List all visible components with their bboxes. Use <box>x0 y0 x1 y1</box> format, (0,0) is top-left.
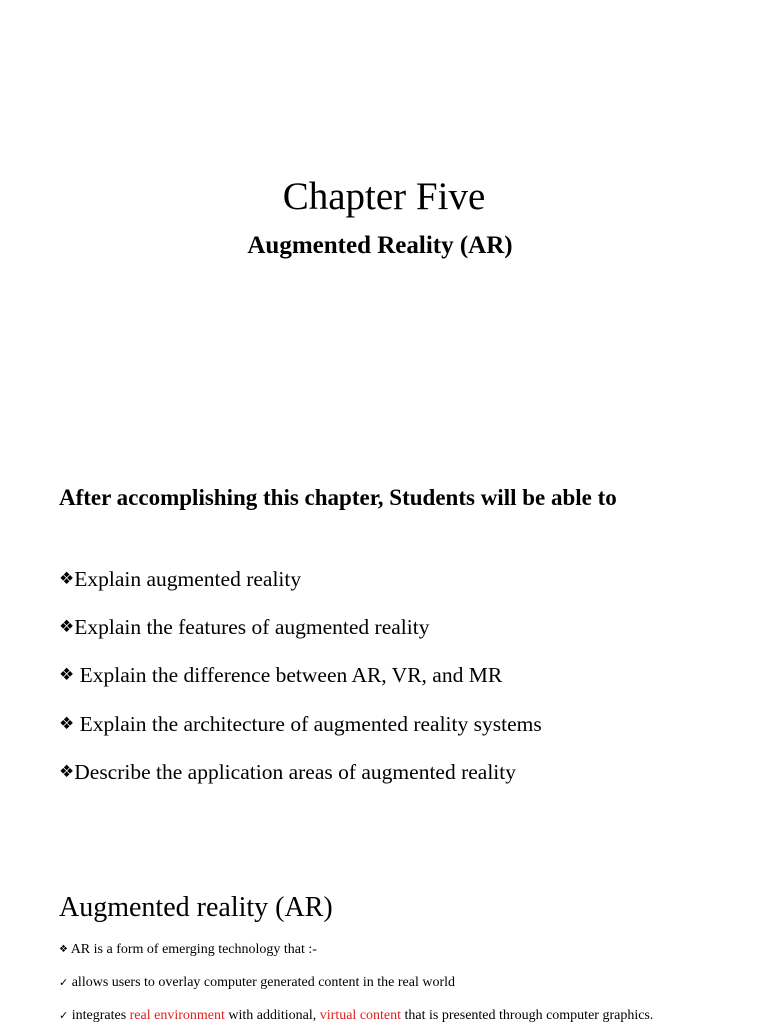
check-point-text: with additional, <box>224 1008 320 1023</box>
section-intro <box>59 940 317 960</box>
diamond-bullet-icon: ❖ <box>59 944 68 955</box>
diamond-bullet-icon: ❖ <box>59 714 75 734</box>
objective-text: Describe the application areas of augmented reality <box>74 760 516 784</box>
check-point <box>59 1006 653 1026</box>
chapter-title: Chapter Five <box>282 175 486 218</box>
intro-text: AR is a form of emerging technology that :- <box>67 942 317 957</box>
checkmark-icon: ✓ <box>59 1009 69 1022</box>
objective-item <box>59 709 542 739</box>
objective-item <box>59 660 502 690</box>
objective-item <box>59 564 301 594</box>
diamond-bullet-icon: ❖ <box>59 569 75 589</box>
section-heading: Augmented reality (AR) <box>59 892 333 923</box>
diamond-bullet-icon: ❖ <box>59 617 75 637</box>
checkmark-icon: ✓ <box>59 976 69 989</box>
check-point-text: that is presented through computer graphics. <box>401 1008 654 1023</box>
objective-text: Explain augmented reality <box>74 567 302 591</box>
diamond-bullet-icon: ❖ <box>59 665 75 685</box>
check-point-text: allows users to overlay computer generated content in the real world <box>68 975 456 990</box>
objective-item <box>59 757 516 787</box>
chapter-subtitle: Augmented Reality (AR) <box>247 232 513 259</box>
diamond-bullet-icon: ❖ <box>59 762 75 782</box>
objective-text: Explain the features of augmented reality <box>74 615 430 639</box>
check-point <box>59 973 455 993</box>
check-point-text: integrates <box>68 1008 130 1023</box>
objective-text: Explain the difference between AR, VR, and MR <box>74 663 503 687</box>
objective-item <box>59 612 429 642</box>
highlight-real-environment: real environment <box>129 1008 225 1023</box>
objectives-heading: After accomplishing this chapter, Students will be able to <box>59 485 617 510</box>
highlight-virtual-content: virtual content <box>319 1008 402 1023</box>
objective-text: Explain the architecture of augmented reality systems <box>74 712 542 736</box>
